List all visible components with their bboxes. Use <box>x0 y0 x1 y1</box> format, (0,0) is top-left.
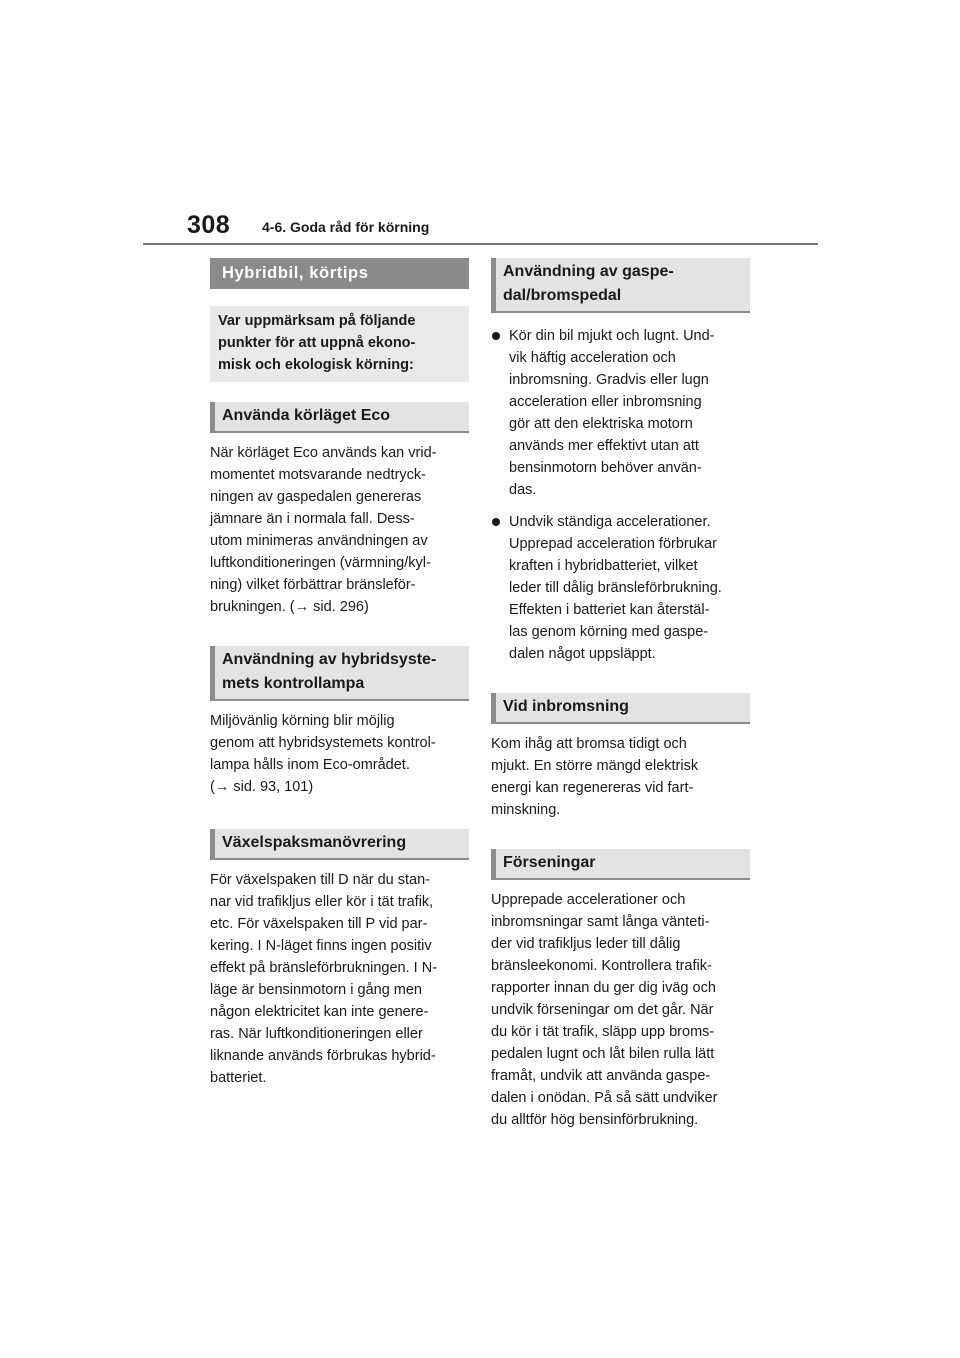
braking-text: Kom ihåg att bromsa tidigt och mjukt. En större mängd elektrisk energi kan regenereras vid fart- minskning. <box>491 736 699 818</box>
main-heading: Hybridbil, körtips <box>210 258 469 289</box>
header-divider <box>143 243 818 245</box>
gear-lever-heading: Växelspaksmanövrering <box>210 829 469 860</box>
section-title: 4-6. Goda råd för körning <box>262 219 430 235</box>
pedal-heading: Användning av gaspe- dal/bromspedal <box>491 258 750 313</box>
bullet-icon <box>492 332 500 340</box>
bullet-icon <box>492 518 500 526</box>
hybrid-lamp-heading: Användning av hybridsyste- mets kontrollampa <box>210 646 469 701</box>
list-item <box>491 511 750 665</box>
braking-heading: Vid inbromsning <box>491 693 750 724</box>
list-item <box>491 325 750 501</box>
bullet-text: Kör din bil mjukt och lugnt. Und- vik häftig acceleration och inbromsning. Gradvis eller lugn acceleration eller inbromsning gör att den elektriska motorn används mer effektivt utan att bensinmotorn behöver använ- das. <box>509 328 715 498</box>
delays-text: Upprepade accelerationer och inbromsningar samt långa vänteti- der vid trafikljus leder till dålig bränsleekonomi. Kontrollera trafik- rapporter innan du ger dig iväg och undvik förseningar om det går. När du kör i tät trafik, släpp upp broms- pedalen lugnt och låt bilen rulla lätt framåt, undvik att använda gaspe- dalen i onödan. På så sätt undviker du alltför hög bensinförbrukning. <box>491 892 718 1128</box>
hybrid-lamp-text: Miljövänlig körning blir möjlig genom att hybridsystemets kontrol- lampa hålls inom Eco-området. (→ sid. 93, 101) <box>210 713 436 795</box>
eco-mode-heading: Använda körläget Eco <box>210 402 469 433</box>
right-column <box>491 258 750 1131</box>
eco-mode-text: När körläget Eco används kan vrid- momentet motsvarande nedtryck- ningen av gaspedalen genereras jämnare än i normala fall. Dess- utom minimeras användningen av luftkonditioneringen (värmning/kyl- ning) vilket förbättrar bränsleför- brukningen. (→ sid. 296) <box>210 445 437 615</box>
page-number: 308 <box>187 211 231 239</box>
intro-box <box>210 306 469 382</box>
left-column <box>210 258 469 1089</box>
gear-lever-text: För växelspaken till D när du stan- nar vid trafikljus eller kör i tät trafik, etc. För växelspaken till P vid par- kering. I N-läget finns ingen positiv effekt på bränsleförbrukningen. I N- läge är bensinmotorn i gång men någon elektricitet kan inte genere- ras. När luftkonditioneringen eller liknande används förbrukas hybrid- batteriet. <box>210 872 438 1086</box>
bullet-text: Undvik ständiga accelerationer. Upprepad acceleration förbrukar kraften i hybridbatteriet, vilket leder till dålig bränsleförbrukning. Effekten i batteriet kan återstäl- las genom körning med gaspe- dalen något uppsläppt. <box>509 514 722 662</box>
intro-text: Var uppmärksam på följande punkter för att uppnå ekono- misk och ekologisk körning: <box>218 313 416 373</box>
delays-heading: Förseningar <box>491 849 750 880</box>
